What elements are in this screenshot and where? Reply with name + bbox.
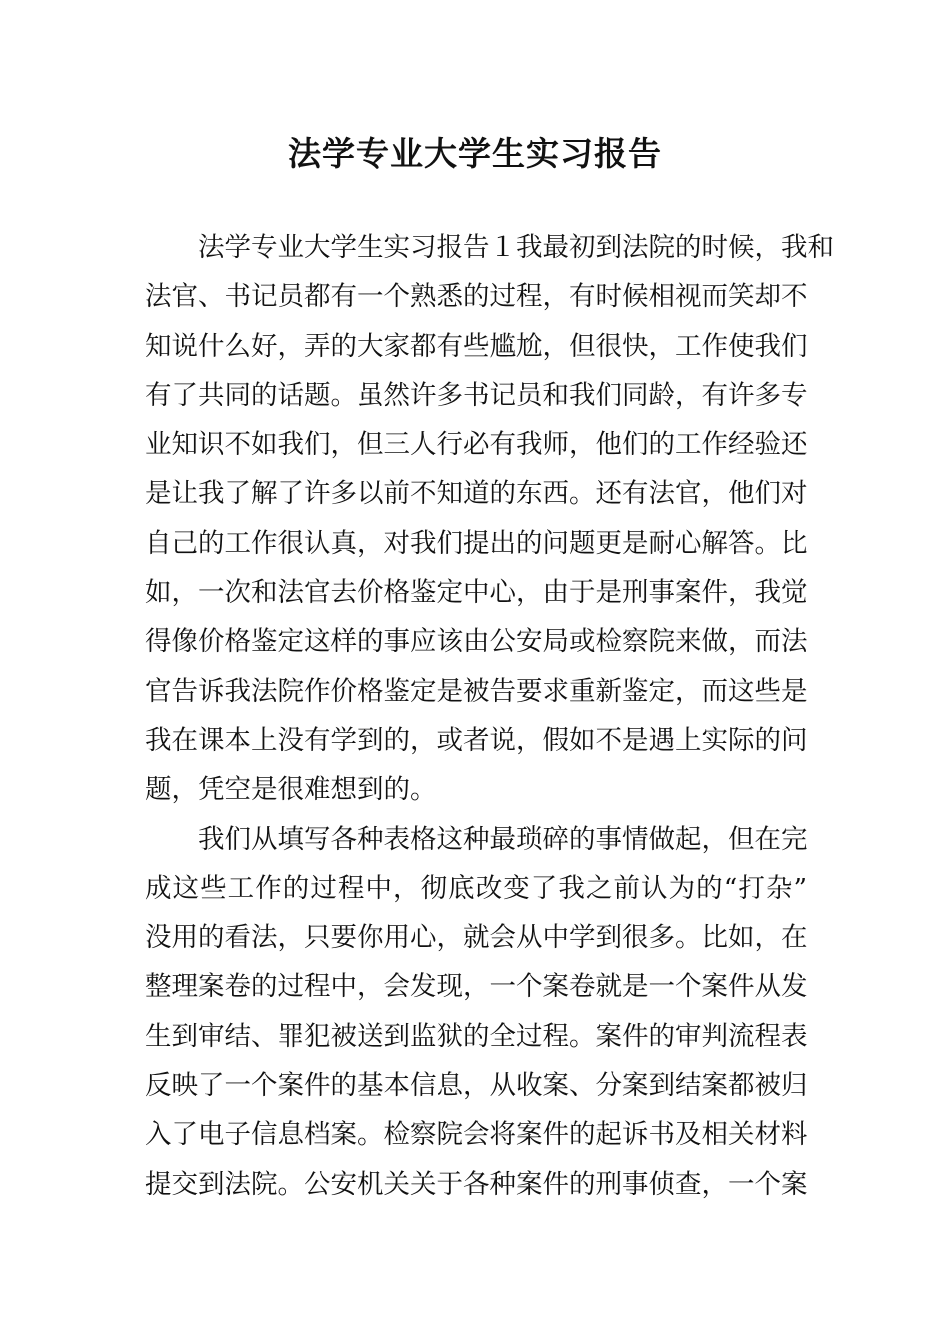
text-line: 我们从填写各种表格这种最琐碎的事情做起，但在完 xyxy=(198,823,808,855)
paragraph-2 xyxy=(145,815,807,1209)
document-title: 法学专业大学生实习报告 xyxy=(288,134,662,173)
text-line: 法官、书记员都有一个熟悉的过程，有时候相视而笑却不 xyxy=(145,281,808,313)
text-line: 我在课本上没有学到的，或者说，假如不是遇上实际的问 xyxy=(145,724,808,756)
text-line: 提交到法院。公安机关关于各种案件的刑事侦查，一个案 xyxy=(145,1168,808,1200)
text-line: 知说什么好，弄的大家都有些尴尬，但很快，工作使我们 xyxy=(145,330,808,362)
text-line: 题，凭空是很难想到的。 xyxy=(145,774,437,806)
text-line: 有了共同的话题。虽然许多书记员和我们同龄，有许多专 xyxy=(145,379,808,411)
document-body xyxy=(145,223,834,1209)
text-line: 入了电子信息档案。检察院会将案件的起诉书及相关材料 xyxy=(145,1119,808,1151)
text-line: 得像价格鉴定这样的事应该由公安局或检察院来做，而法 xyxy=(145,626,808,658)
text-line: 整理案卷的过程中，会发现，一个案卷就是一个案件从发 xyxy=(145,971,808,1003)
text-line: 业知识不如我们，但三人行必有我师，他们的工作经验还 xyxy=(145,429,808,461)
text-line: 如，一次和法官去价格鉴定中心，由于是刑事案件，我觉 xyxy=(145,577,808,609)
text-line: 官告诉我法院作价格鉴定是被告要求重新鉴定，而这些是 xyxy=(145,675,808,707)
text-line: 是让我了解了许多以前不知道的东西。还有法官，他们对 xyxy=(145,478,808,510)
text-line: 自己的工作很认真，对我们提出的问题更是耐心解答。比 xyxy=(145,527,808,559)
text-line: 生到审结、罪犯被送到监狱的全过程。案件的审判流程表 xyxy=(145,1020,808,1052)
text-line: 成这些工作的过程中，彻底改变了我之前认为的“打杂” xyxy=(145,872,807,904)
text-line: 反映了一个案件的基本信息，从收案、分案到结案都被归 xyxy=(145,1070,808,1102)
paragraph-1 xyxy=(145,223,834,815)
text-line: 法学专业大学生实习报告１我最初到法院的时候，我和 xyxy=(198,232,834,263)
text-line: 没用的看法，只要你用心，就会从中学到很多。比如，在 xyxy=(145,922,808,954)
